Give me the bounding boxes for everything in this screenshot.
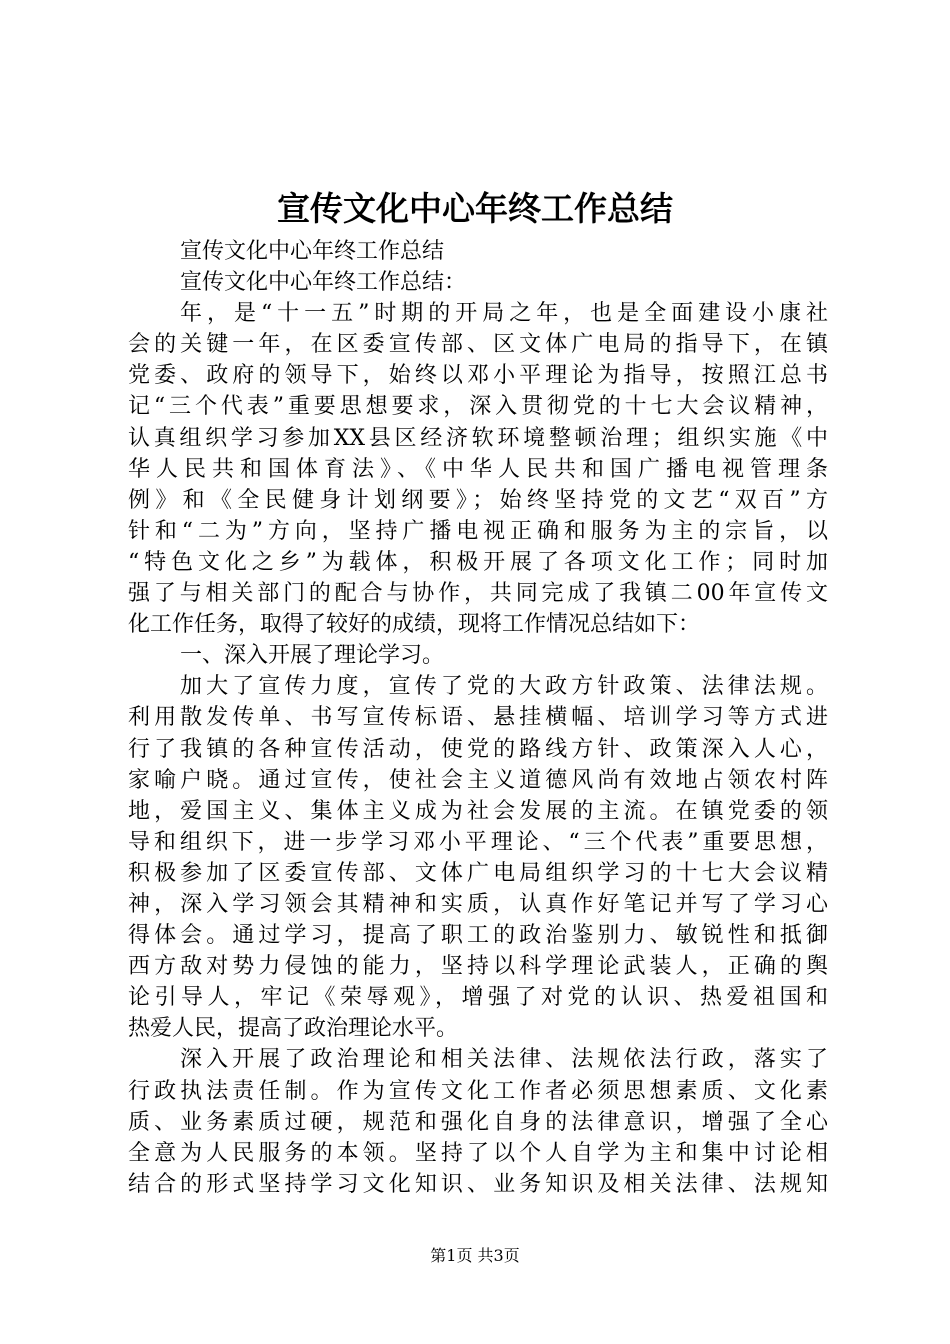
body-line: 针和“二为”方向，坚持广播电视正确和服务为主的宗旨，以 bbox=[128, 518, 828, 544]
body-line: 神，深入学习领会其精神和实质，认真作好笔记并写了学习心 bbox=[128, 891, 828, 917]
body-line: 认真组织学习参加XX县区经济软环境整顿治理；组织实施《中 bbox=[128, 425, 828, 451]
body-line: 地，爱国主义、集体主义成为社会发展的主流。在镇党委的领 bbox=[128, 798, 828, 824]
body-line: 积极参加了区委宣传部、文体广电局组织学习的十七大会议精 bbox=[128, 860, 828, 886]
body-line: 党委、政府的领导下，始终以邓小平理论为指导，按照江总书 bbox=[128, 363, 828, 389]
body-line: 得体会。通过学习，提高了职工的政治鉴别力、敏锐性和抵御 bbox=[128, 923, 828, 949]
body-line: 热爱人民，提高了政治理论水平。 bbox=[128, 1016, 459, 1042]
body-line: 宣传文化中心年终工作总结 bbox=[180, 239, 445, 264]
body-line: 加大了宣传力度，宣传了党的大政方针政策、法律法规。 bbox=[180, 674, 828, 700]
body-line: 例》和《全民健身计划纲要》；始终坚持党的文艺“双百”方 bbox=[128, 487, 828, 513]
body-line: 行政执法责任制。作为宣传文化工作者必须思想素质、文化素 bbox=[128, 1078, 828, 1104]
body-line: 论引导人，牢记《荣辱观》，增强了对党的认识、热爱祖国和 bbox=[128, 985, 828, 1011]
document-body bbox=[128, 236, 828, 1200]
body-line: 质、业务素质过硬，规范和强化自身的法律意识，增强了全心 bbox=[128, 1109, 828, 1135]
body-line: 会的关键一年，在区委宣传部、区文体广电局的指导下，在镇 bbox=[128, 332, 828, 358]
page-number: 第1页 共3页 bbox=[430, 1246, 520, 1265]
body-line: 行了我镇的各种宣传活动，使党的路线方针、政策深入人心， bbox=[128, 736, 828, 762]
body-line: 华人民共和国体育法》、《中华人民共和国广播电视管理条 bbox=[128, 456, 828, 482]
document-title: 宣传文化中心年终工作总结 bbox=[277, 189, 673, 228]
body-line: 宣传文化中心年终工作总结： bbox=[180, 270, 467, 296]
body-line: 导和组织下，进一步学习邓小平理论、“三个代表”重要思想， bbox=[128, 829, 828, 855]
body-line: 西方敌对势力侵蚀的能力，坚持以科学理论武装人，正确的舆 bbox=[128, 954, 828, 980]
body-line: 全意为人民服务的本领。坚持了以个人自学为主和集中讨论相 bbox=[128, 1140, 828, 1166]
body-line: 一、深入开展了理论学习。 bbox=[180, 643, 445, 669]
body-line: 利用散发传单、书写宣传标语、悬挂横幅、培训学习等方式进 bbox=[128, 705, 828, 731]
body-line: 年，是“十一五”时期的开局之年，也是全面建设小康社 bbox=[180, 301, 828, 327]
body-line: 家喻户晓。通过宣传，使社会主义道德风尚有效地占领农村阵 bbox=[128, 767, 828, 793]
body-line: 深入开展了政治理论和相关法律、法规依法行政，落实了 bbox=[180, 1047, 828, 1073]
body-line: 强了与相关部门的配合与协作，共同完成了我镇二00年宣传文 bbox=[128, 581, 828, 607]
body-line: 结合的形式坚持学习文化知识、业务知识及相关法律、法规知 bbox=[128, 1171, 828, 1197]
body-line: 记“三个代表”重要思想要求，深入贯彻党的十七大会议精神， bbox=[128, 394, 828, 420]
body-line: 化工作任务，取得了较好的成绩，现将工作情况总结如下： bbox=[128, 612, 701, 638]
body-line: “特色文化之乡”为载体，积极开展了各项文化工作；同时加 bbox=[128, 549, 828, 575]
